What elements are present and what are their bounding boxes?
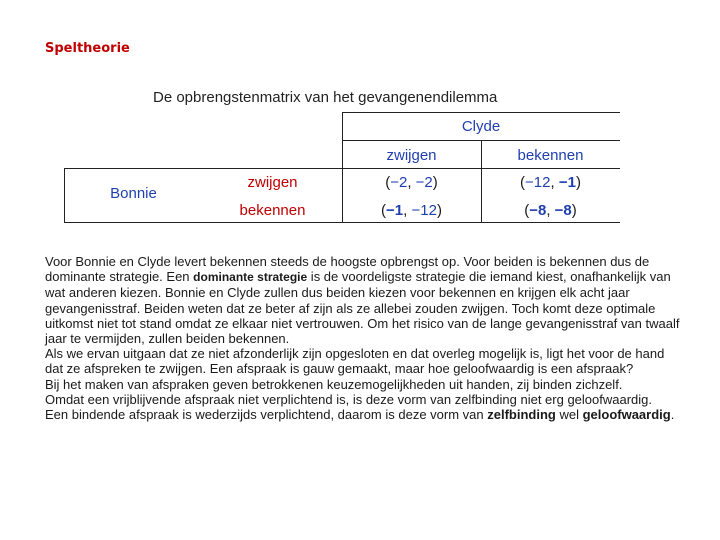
- text-run: Een bindende afspraak is wederzijds verplichtend, daarom is deze vorm van: [45, 407, 488, 423]
- payoff-separator: ,: [403, 202, 412, 219]
- payoff-cell-zwijgen-bekennen: [481, 174, 620, 191]
- payoff-cell-zwijgen-zwijgen: [342, 174, 481, 191]
- text-run: Voor Bonnie en Clyde levert bekennen steeds de hoogste opbrengst op. Voor beiden is bekennen dus de dominante strategie. Een: [45, 254, 650, 285]
- column-player-label: Clyde: [461, 118, 501, 135]
- payoff-separator: ,: [546, 202, 555, 219]
- payoff-bonnie: −2: [390, 174, 408, 191]
- paragraph-dominant-strategy: [45, 254, 685, 346]
- term-geloofwaardig: geloofwaardig: [582, 407, 671, 423]
- payoff-paren: (: [381, 202, 387, 219]
- grid-line: [64, 168, 620, 169]
- grid-line: [64, 222, 620, 223]
- payoff-paren: (: [524, 202, 530, 219]
- payoff-clyde: −12: [411, 202, 437, 219]
- text-run: .: [670, 407, 675, 423]
- payoff-separator: ,: [407, 174, 416, 191]
- paragraph-agreement: Als we ervan uitgaan dat ze niet afzonderlijk zijn opgesloten en dat overleg mogelijk is, ligt het voor de hand dat ze afspreken te zwijgen. Een afspraak is gauw gemaakt, maar hoe geloofwaardig is een afspraak?: [45, 346, 665, 377]
- payoff-matrix: [64, 112, 620, 222]
- text-run: wel: [555, 407, 583, 423]
- payoff-paren: (: [520, 174, 526, 191]
- payoff-cell-bekennen-zwijgen: [342, 202, 481, 219]
- payoff-clyde: −2: [415, 174, 433, 191]
- payoff-paren: ): [571, 202, 577, 219]
- payoff-bonnie: −12: [525, 174, 551, 191]
- payoff-clyde-dominant: −1: [558, 174, 576, 191]
- payoff-paren: ): [436, 202, 442, 219]
- payoff-paren: (: [385, 174, 391, 191]
- paragraph-non-binding: Omdat een vrijblijvende afspraak niet verplichtend is, is deze vorm van zelfbinding niet erg geloofwaardig.: [45, 391, 652, 407]
- payoff-cell-bekennen-bekennen: [481, 202, 620, 219]
- row-player-label: Bonnie: [110, 185, 157, 202]
- row-strategy-bekennen: bekennen: [239, 202, 306, 219]
- explanation-text: [45, 254, 685, 422]
- payoff-bonnie-dominant: −1: [386, 202, 404, 219]
- paragraph-binding-agreement: [45, 407, 685, 422]
- column-strategy-zwijgen: zwijgen: [386, 147, 437, 164]
- term-zelfbinding: zelfbinding: [487, 407, 556, 423]
- payoff-separator: ,: [550, 174, 559, 191]
- paragraph-self-binding: Bij het maken van afspraken geven betrokkenen keuzemogelijkheden uit handen, zij binden zichzelf.: [45, 376, 623, 392]
- payoff-paren: ): [432, 174, 438, 191]
- column-strategy-bekennen: bekennen: [517, 147, 584, 164]
- payoff-bonnie-dominant: −8: [529, 202, 547, 219]
- matrix-title: De opbrengstenmatrix van het gevangenendilemma: [153, 89, 498, 106]
- term-dominante-strategie: dominante strategie: [193, 270, 308, 285]
- payoff-paren: ): [575, 174, 581, 191]
- text-run: is de voordeligste strategie die iemand kiest, onafhankelijk van wat anderen kiezen. Bonnie en Clyde zullen dus beiden kiezen voor bekennen en krijgen elk acht jaar gevangenisstraf. Beiden weten dat ze beter af zijn als ze allebei zouden zwijgen. Toch komt deze optimale uitkomst niet tot stand omdat ze elkaar niet vertrouwen. Om het risico van de lange gevangenisstraf van twaalf jaar te vermijden, zullen beiden bekennen.: [45, 269, 680, 347]
- payoff-clyde-dominant: −8: [554, 202, 572, 219]
- row-strategy-zwijgen: zwijgen: [247, 174, 298, 191]
- grid-line: [342, 112, 620, 113]
- slide-title: Speltheorie: [45, 41, 130, 56]
